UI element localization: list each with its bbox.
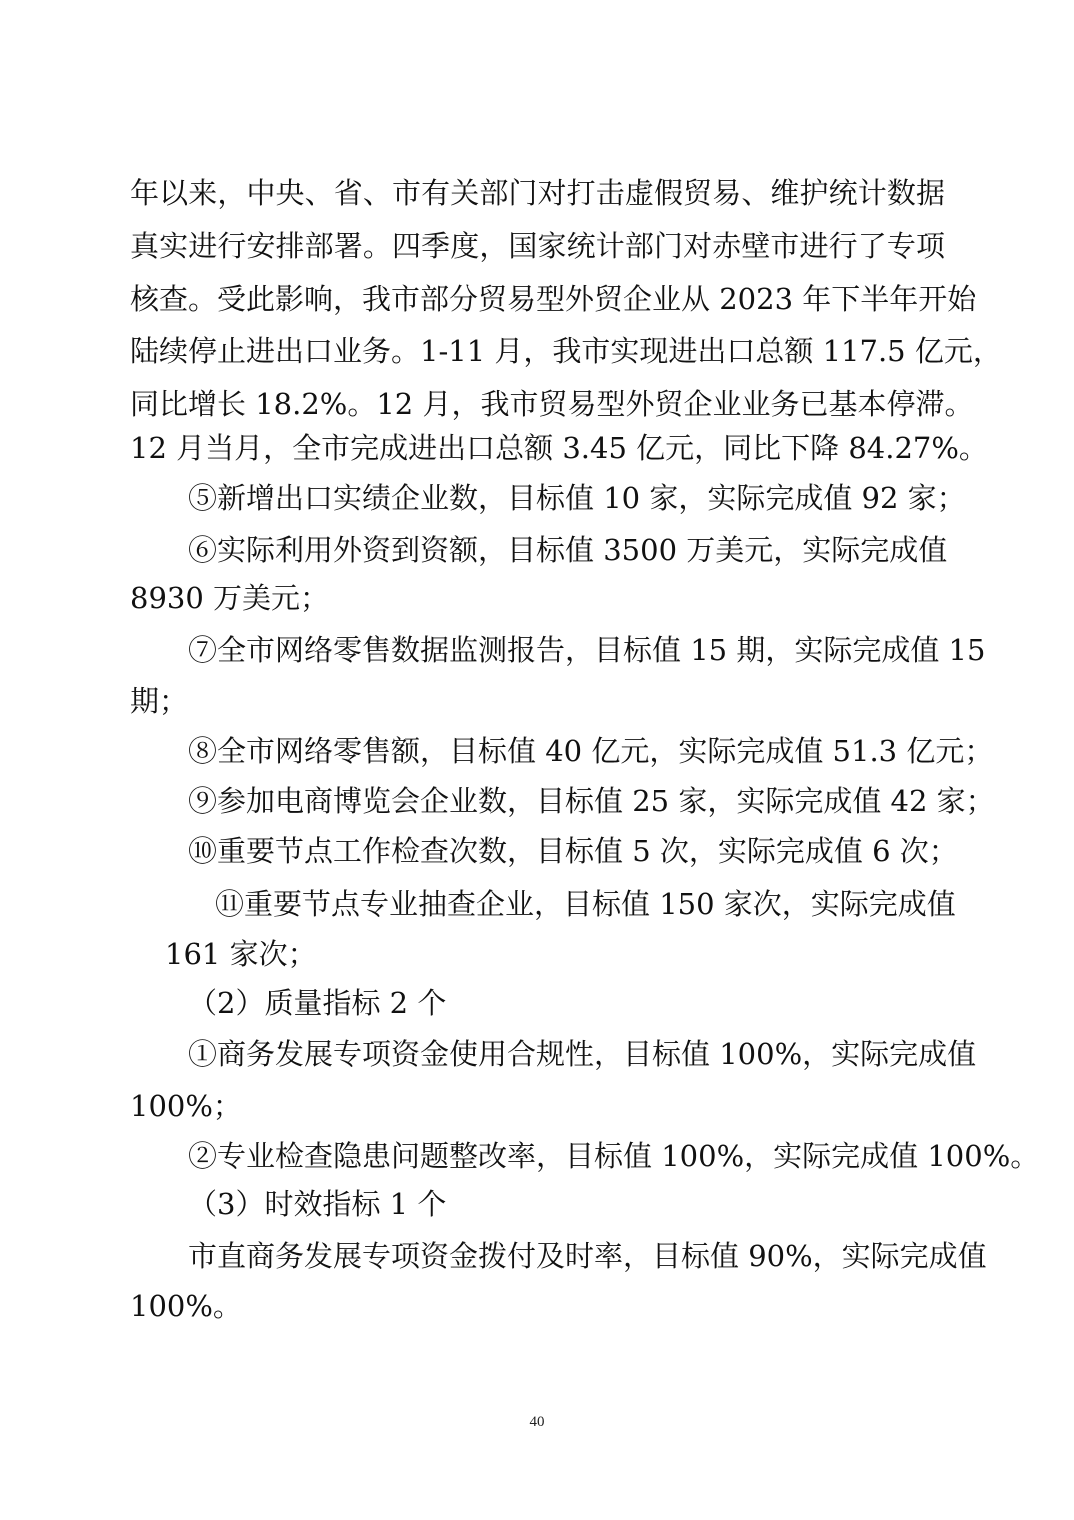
list-item-6: ⑥实际利用外资到资额，目标值 3500 万美元，实际完成值 <box>188 533 948 567</box>
list-item-7-cont: 期； <box>130 684 189 718</box>
section-timeliness-heading: （3）时效指标 1 个 <box>188 1187 447 1221</box>
body-line-1: 年以来，中央、省、市有关部门对打击虚假贸易、维护统计数据 <box>130 176 945 210</box>
list-item-7: ⑦全市网络零售数据监测报告，目标值 15 期，实际完成值 15 <box>188 633 986 667</box>
quality-item-1: ①商务发展专项资金使用合规性，目标值 100%，实际完成值 <box>188 1037 977 1071</box>
list-item-8: ⑧全市网络零售额，目标值 40 亿元，实际完成值 51.3 亿元； <box>188 734 994 768</box>
body-line-5: 同比增长 18.2%。12 月，我市贸易型外贸企业业务已基本停滞。 <box>130 387 974 421</box>
timeliness-item-1: 市直商务发展专项资金拨付及时率，目标值 90%，实际完成值 <box>188 1239 987 1273</box>
body-line-4: 陆续停止进出口业务。1-11 月，我市实现进出口总额 117.5 亿元， <box>130 334 1002 368</box>
timeliness-item-1-cont: 100%。 <box>130 1289 242 1323</box>
body-line-6: 12 月当月，全市完成进出口总额 3.45 亿元，同比下降 84.27%。 <box>130 431 988 465</box>
list-item-6-cont: 8930 万美元； <box>130 581 330 615</box>
body-line-2: 真实进行安排部署。四季度，国家统计部门对赤壁市进行了专项 <box>130 229 945 263</box>
list-item-10: ⑩重要节点工作检查次数，目标值 5 次，实际完成值 6 次； <box>188 834 958 868</box>
quality-item-1-cont: 100%； <box>130 1089 242 1123</box>
body-line-3: 核查。受此影响，我市部分贸易型外贸企业从 2023 年下半年开始 <box>130 282 977 316</box>
list-item-11: ⑪重要节点专业抽查企业，目标值 150 家次，实际完成值 <box>215 887 956 921</box>
list-item-5: ⑤新增出口实绩企业数，目标值 10 家，实际完成值 92 家； <box>188 481 966 515</box>
page-number: 40 <box>529 1414 545 1430</box>
list-item-9: ⑨参加电商博览会企业数，目标值 25 家，实际完成值 42 家； <box>188 784 995 818</box>
section-quality-heading: （2）质量指标 2 个 <box>188 986 447 1020</box>
quality-item-2: ②专业检查隐患问题整改率，目标值 100%，实际完成值 100%。 <box>188 1139 1040 1173</box>
list-item-11-cont: 161 家次； <box>165 937 317 971</box>
